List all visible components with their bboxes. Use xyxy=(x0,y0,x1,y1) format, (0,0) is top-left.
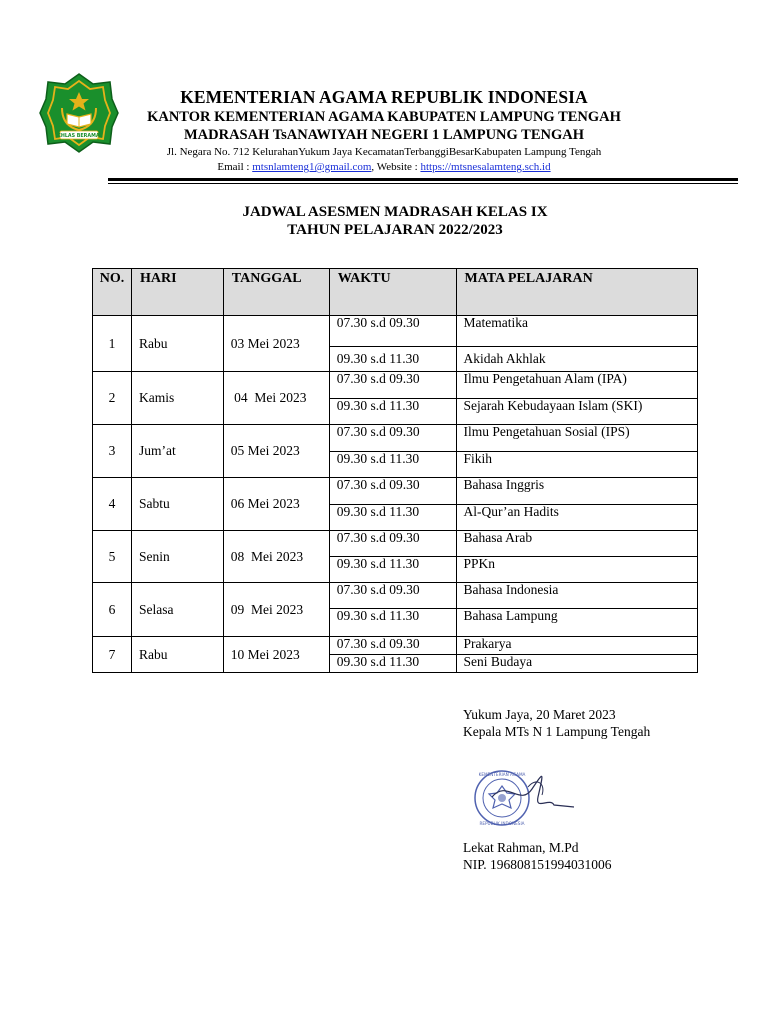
title-line-1: JADWAL ASESMEN MADRASAH KELAS IX xyxy=(242,204,548,220)
table-row xyxy=(93,478,698,505)
letterhead xyxy=(126,86,642,174)
row-subject: Bahasa Indonesia xyxy=(456,583,698,609)
row-day: Rabu xyxy=(131,316,223,372)
table-row xyxy=(93,425,698,452)
row-time: 07.30 s.d 09.30 xyxy=(329,583,456,609)
row-subject: Bahasa Inggris xyxy=(456,478,698,505)
row-number: 5 xyxy=(93,531,132,583)
email-label: Email : xyxy=(217,161,253,173)
office-name: KANTOR KEMENTERIAN AGAMA KABUPATEN LAMPUNG TENGAH xyxy=(147,109,621,125)
row-subject: Al-Qur’an Hadits xyxy=(456,505,698,531)
row-subject: Fikih xyxy=(456,452,698,478)
row-time: 07.30 s.d 09.30 xyxy=(329,372,456,399)
row-number: 7 xyxy=(93,637,132,673)
header-divider-thin xyxy=(108,183,738,184)
row-time: 09.30 s.d 11.30 xyxy=(329,609,456,637)
row-time: 09.30 s.d 11.30 xyxy=(329,557,456,583)
header-divider-thick xyxy=(108,178,738,181)
contact-line xyxy=(126,160,642,174)
row-subject: Seni Budaya xyxy=(456,655,698,673)
table-row xyxy=(93,316,698,347)
row-time: 07.30 s.d 09.30 xyxy=(329,637,456,655)
signer-position: Kepala MTs N 1 Lampung Tengah xyxy=(463,724,651,739)
signer-details xyxy=(463,839,683,873)
signer-nip: NIP. 196808151994031006 xyxy=(463,857,612,872)
row-subject: Ilmu Pengetahuan Alam (IPA) xyxy=(456,372,698,399)
table-row xyxy=(93,583,698,609)
row-subject: Matematika xyxy=(456,316,698,347)
row-number: 3 xyxy=(93,425,132,478)
school-name: MADRASAH TsANAWIYAH NEGERI 1 LAMPUNG TENGAH xyxy=(183,127,585,143)
table-row xyxy=(93,531,698,557)
header-time: WAKTU xyxy=(329,269,456,316)
place-date: Yukum Jaya, 20 Maret 2023 xyxy=(463,707,616,722)
header-day: HARI xyxy=(131,269,223,316)
row-day: Kamis xyxy=(131,372,223,425)
row-time: 07.30 s.d 09.30 xyxy=(329,531,456,557)
table-row xyxy=(93,372,698,399)
document-title xyxy=(92,203,698,239)
row-date: 04 Mei 2023 xyxy=(223,372,329,425)
row-time: 09.30 s.d 11.30 xyxy=(329,655,456,673)
row-subject: Prakarya xyxy=(456,637,698,655)
title-line-2: TAHUN PELAJARAN 2022/2023 xyxy=(287,222,503,238)
email-link[interactable]: mtsnlamteng1@gmail.com xyxy=(252,161,372,173)
svg-text:REPUBLIK INDONESIA: REPUBLIK INDONESIA xyxy=(479,821,525,826)
row-time: 09.30 s.d 11.30 xyxy=(329,399,456,425)
row-subject: Sejarah Kebudayaan Islam (SKI) xyxy=(456,399,698,425)
header-date: TANGGAL xyxy=(223,269,329,316)
table-row xyxy=(93,637,698,655)
row-day: Selasa xyxy=(131,583,223,637)
row-date: 09 Mei 2023 xyxy=(223,583,329,637)
row-subject: Ilmu Pengetahuan Sosial (IPS) xyxy=(456,425,698,452)
row-time: 07.30 s.d 09.30 xyxy=(329,425,456,452)
header-no: NO. xyxy=(93,269,132,316)
row-day: Jum’at xyxy=(131,425,223,478)
row-date: 10 Mei 2023 xyxy=(223,637,329,673)
svg-text:KEMENTERIAN AGAMA: KEMENTERIAN AGAMA xyxy=(478,772,526,777)
row-subject: PPKn xyxy=(456,557,698,583)
school-address: Jl. Negara No. 712 KelurahanYukum Jaya KecamatanTerbanggiBesarKabupaten Lampung Tengah xyxy=(166,146,602,158)
row-number: 4 xyxy=(93,478,132,531)
svg-text:IKHLAS BERAMAL: IKHLAS BERAMAL xyxy=(55,134,103,140)
row-subject: Bahasa Arab xyxy=(456,531,698,557)
row-time: 07.30 s.d 09.30 xyxy=(329,316,456,347)
row-number: 1 xyxy=(93,316,132,372)
row-date: 05 Mei 2023 xyxy=(223,425,329,478)
official-stamp-signature-icon xyxy=(462,767,582,829)
row-date: 08 Mei 2023 xyxy=(223,531,329,583)
row-day: Sabtu xyxy=(131,478,223,531)
header-subject: MATA PELAJARAN xyxy=(456,269,698,316)
row-time: 09.30 s.d 11.30 xyxy=(329,347,456,372)
row-time: 09.30 s.d 11.30 xyxy=(329,505,456,531)
table-header-row xyxy=(93,269,698,316)
row-number: 2 xyxy=(93,372,132,425)
ministry-logo-icon xyxy=(38,72,120,154)
ministry-name: KEMENTERIAN AGAMA REPUBLIK INDONESIA xyxy=(180,87,588,107)
row-date: 03 Mei 2023 xyxy=(223,316,329,372)
row-subject: Bahasa Lampung xyxy=(456,609,698,637)
row-time: 07.30 s.d 09.30 xyxy=(329,478,456,505)
row-subject: Akidah Akhlak xyxy=(456,347,698,372)
website-label: , Website : xyxy=(371,161,421,173)
signature-block xyxy=(463,706,663,740)
row-number: 6 xyxy=(93,583,132,637)
row-day: Senin xyxy=(131,531,223,583)
row-date: 06 Mei 2023 xyxy=(223,478,329,531)
exam-schedule-table xyxy=(92,268,698,673)
signer-name: Lekat Rahman, M.Pd xyxy=(463,840,579,855)
row-time: 09.30 s.d 11.30 xyxy=(329,452,456,478)
row-day: Rabu xyxy=(131,637,223,673)
website-link[interactable]: https://mtsnesalamteng.sch.id xyxy=(420,161,551,173)
